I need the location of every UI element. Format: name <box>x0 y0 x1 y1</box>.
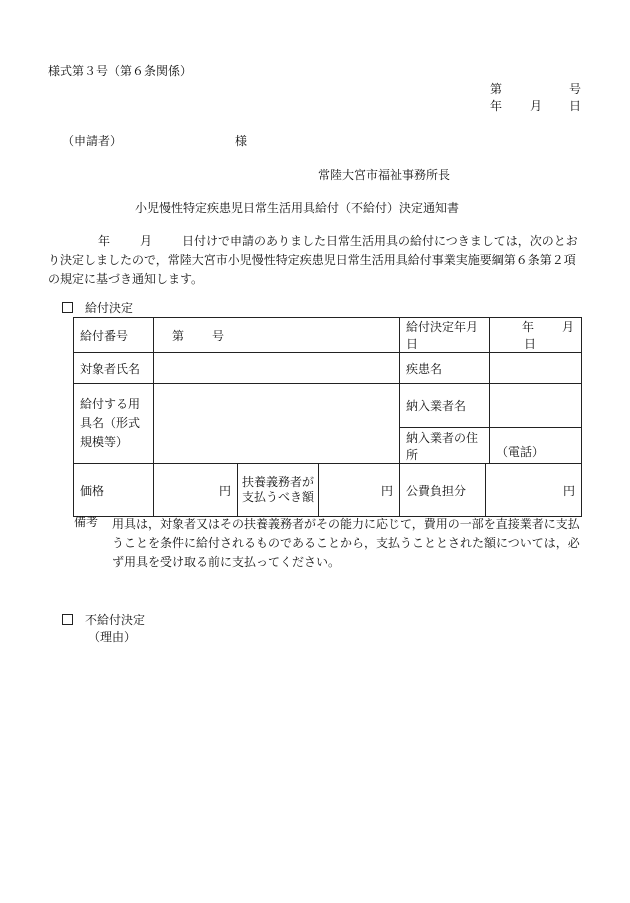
item-value[interactable] <box>154 384 400 464</box>
doc-number-suffix: 号 <box>569 82 582 96</box>
guardian-pay-label: 扶養義務者が支払うべき額 <box>238 464 319 517</box>
grant-no-suffix: 号 <box>212 328 225 343</box>
supplier-address-value[interactable] <box>490 428 582 464</box>
table-row <box>74 384 582 428</box>
disease-label: 疾患名 <box>400 353 490 384</box>
public-share-yen: 円 <box>563 483 576 498</box>
price-label: 価格 <box>74 464 154 517</box>
item-label: 給付する用具名（形式規模等） <box>74 384 154 464</box>
supplier-value[interactable] <box>490 384 582 428</box>
grant-table <box>73 317 582 517</box>
public-share-value[interactable] <box>486 482 581 499</box>
table-row <box>74 353 582 384</box>
grant-date-day: 日 <box>524 337 537 351</box>
applicant-label: （申請者） <box>62 134 123 148</box>
intro-year: 年 <box>98 234 111 248</box>
supplier-label: 納入業者名 <box>400 384 490 428</box>
supplier-address-label: 納入業者の住所 <box>400 428 490 464</box>
intro-paragraph <box>48 232 584 289</box>
disease-value[interactable] <box>490 353 582 384</box>
table-row <box>74 318 582 353</box>
public-share-cell <box>400 464 582 517</box>
intro-text: 日付けで申請のありました日常生活用具の給付につきましては，次のとおり決定しましたので，常陸大宮市小児慢性特定疾患児日常生活用具給付事業実施要綱第６条第２項の規定に基づき通知します。 <box>48 234 578 286</box>
price-value[interactable] <box>154 464 238 517</box>
public-share-label: 公費負担分 <box>400 464 486 516</box>
table-row <box>74 464 582 517</box>
guardian-pay-value[interactable] <box>319 464 400 517</box>
denial-checkbox[interactable] <box>62 614 73 625</box>
denial-section-label: 不給付決定 <box>85 613 146 627</box>
date-day: 日 <box>569 99 582 113</box>
date-year: 年 <box>490 99 503 113</box>
grant-date-label: 給付決定年月日 <box>400 318 490 353</box>
grant-checkbox[interactable] <box>62 302 73 313</box>
recipient-value[interactable] <box>154 353 400 384</box>
document-title: 小児慢性特定疾患児日常生活用具給付（不給付）決定通知書 <box>135 201 460 215</box>
reason-label: （理由） <box>88 630 137 644</box>
grant-date-value[interactable] <box>490 318 582 353</box>
intro-month: 月 <box>140 234 153 248</box>
grant-no-value[interactable] <box>154 318 400 353</box>
grant-section-label: 給付決定 <box>85 301 134 315</box>
grant-date-year: 年 <box>522 320 535 334</box>
date-month: 月 <box>530 99 543 113</box>
price-yen: 円 <box>218 483 231 498</box>
grant-no-label: 給付番号 <box>74 318 154 353</box>
denial-section-heading <box>62 613 145 628</box>
phone-label: （電話） <box>496 445 545 459</box>
grant-no-prefix: 第 <box>172 328 185 343</box>
honorific: 様 <box>235 134 248 148</box>
form-number: 様式第３号（第６条関係） <box>48 64 193 78</box>
issuer: 常陸大宮市福祉事務所長 <box>318 168 451 182</box>
grant-date-month: 月 <box>562 320 575 334</box>
grant-section-heading <box>62 301 133 316</box>
remarks-text: 用具は，対象者又はその扶養義務者がその能力に応じて，費用の一部を直接業者に支払うことを条件に給付されるものであることから，支払うこととされた額については，必ず用具を受け取る前に支払ってください。 <box>112 517 580 569</box>
guardian-pay-yen: 円 <box>381 483 394 498</box>
remarks-label: 備考 <box>74 515 99 529</box>
doc-number-prefix: 第 <box>490 82 503 96</box>
recipient-label: 対象者氏名 <box>74 353 154 384</box>
